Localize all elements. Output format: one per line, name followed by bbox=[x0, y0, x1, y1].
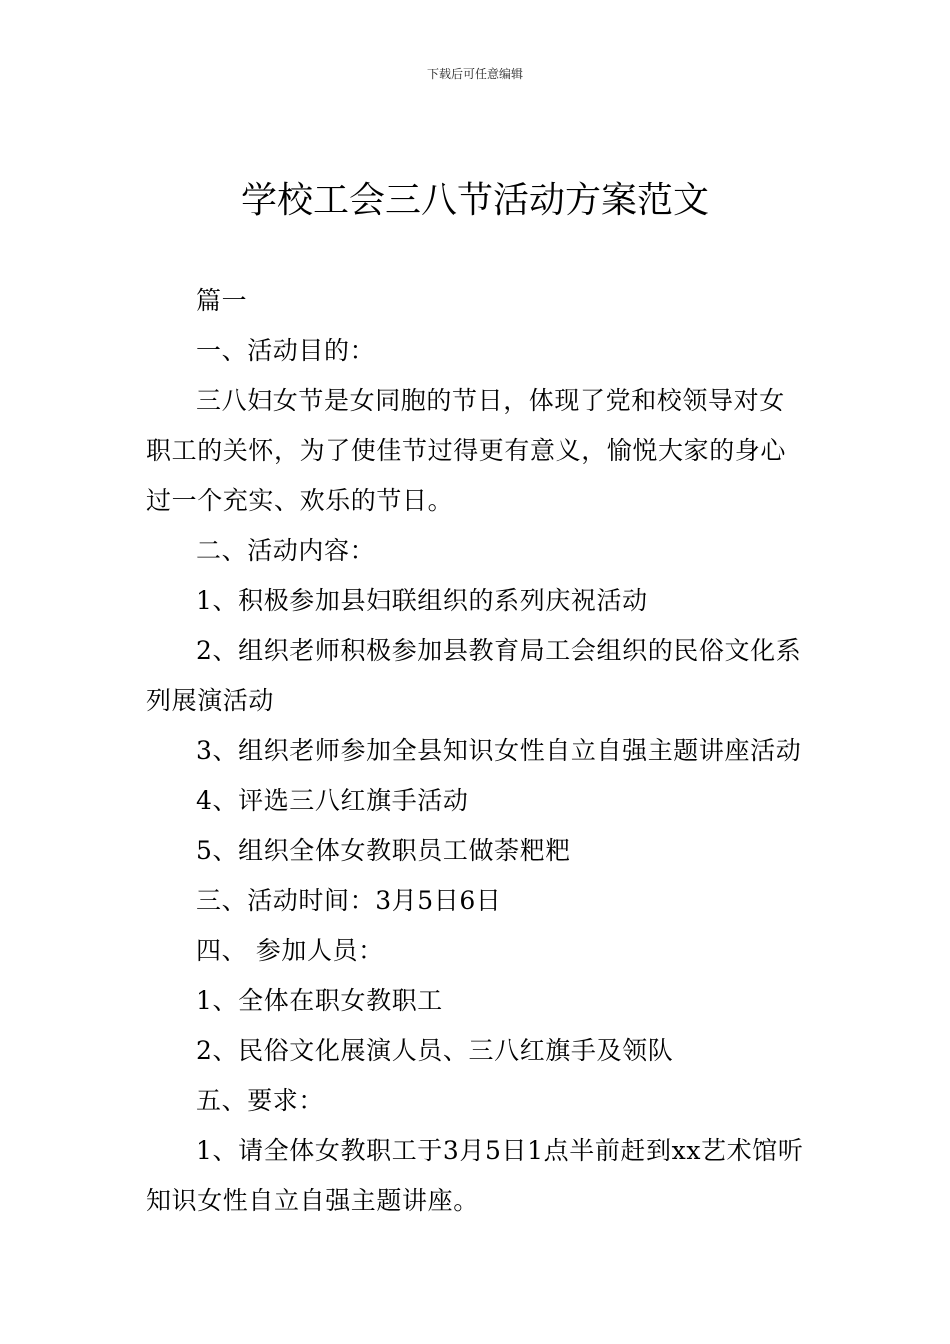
paragraph-content-item-5: 5、组织全体女教职员工做荼粑粑 bbox=[196, 836, 571, 865]
paragraph-section-label: 篇一 bbox=[196, 286, 248, 315]
paragraph-participants-item-1: 1、全体在职女教职工 bbox=[196, 986, 443, 1015]
paragraph-participants-item-2: 2、民俗文化展演人员、三八红旗手及领队 bbox=[196, 1036, 674, 1065]
paragraph-heading-time: 三、活动时间：3月5日6日 bbox=[196, 886, 502, 915]
paragraph-content-item-1: 1、积极参加县妇联组织的系列庆祝活动 bbox=[196, 586, 648, 615]
paragraph-content-item-3: 3、组织老师参加全县知识女性自立自强主题讲座活动 bbox=[196, 736, 802, 765]
paragraph-heading-requirements: 五、要求： bbox=[196, 1086, 325, 1115]
paragraph-content-item-2: 2、组织老师积极参加县教育局工会组织的民俗文化系列展演活动 bbox=[146, 636, 802, 715]
paragraph-heading-participants: 四、 参加人员： bbox=[196, 936, 384, 965]
document-body bbox=[146, 276, 810, 1226]
paragraph-content-item-4: 4、评选三八红旗手活动 bbox=[196, 786, 469, 815]
paragraph-requirements-item-1: 1、请全体女教职工于3月5日1点半前赶到xx艺术馆听知识女性自立自强主题讲座。 bbox=[146, 1136, 804, 1215]
paragraph-heading-content: 二、活动内容： bbox=[196, 536, 376, 565]
paragraph-heading-purpose: 一、活动目的： bbox=[196, 336, 376, 365]
document-title: 学校工会三八节活动方案范文 bbox=[240, 180, 709, 221]
paragraph-purpose-text: 三八妇女节是女同胞的节日，体现了党和校领导对女职工的关怀，为了使佳节过得更有意义，愉悦大家的身心过一个充实、欢乐的节日。 bbox=[146, 386, 787, 515]
page-header-note: 下载后可任意编辑 bbox=[426, 67, 523, 81]
